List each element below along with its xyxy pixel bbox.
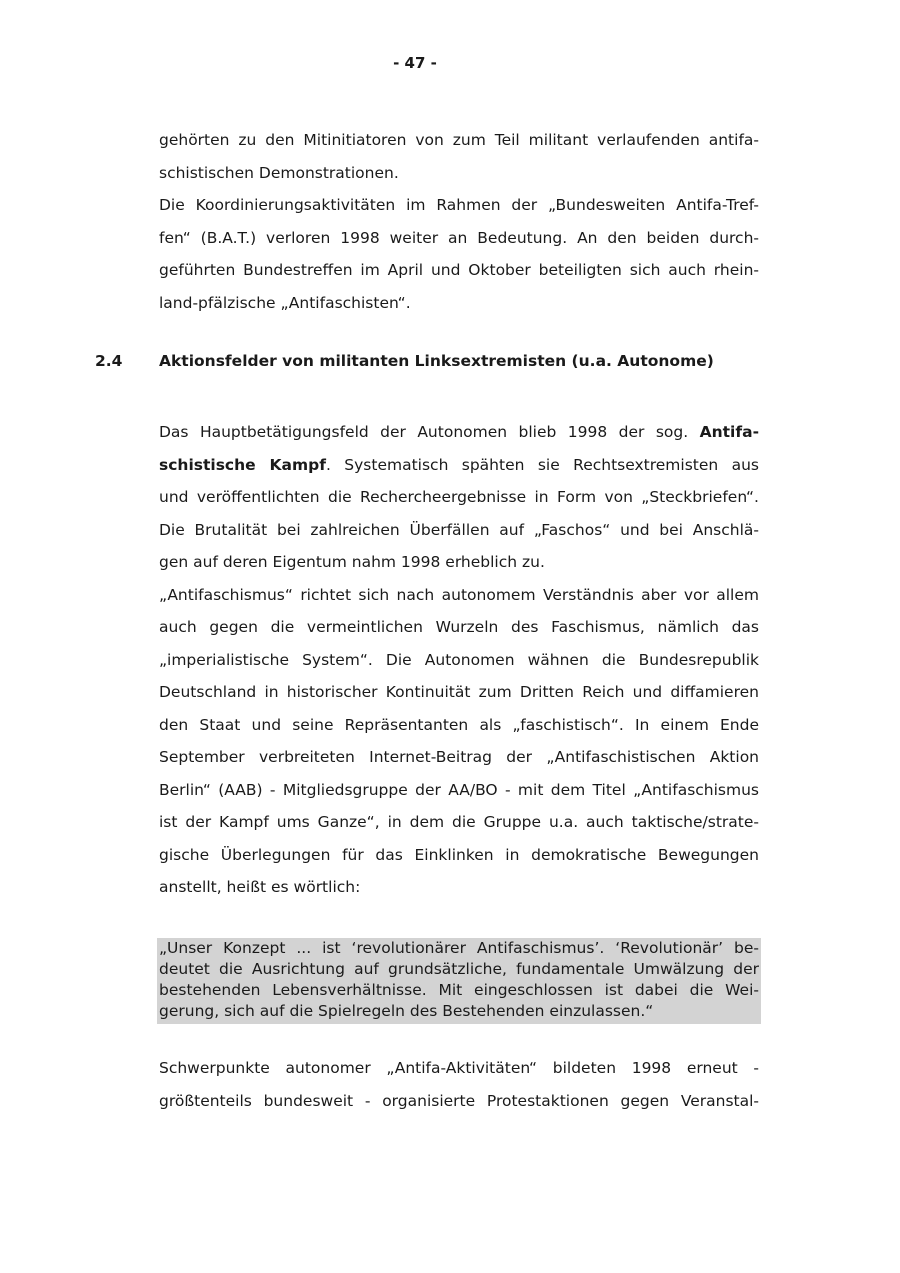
text-line: September verbreiteten Internet-Beitrag der „Antifaschistischen Aktion xyxy=(159,748,759,766)
page-number: - 47 - xyxy=(393,54,437,72)
paragraph-5 xyxy=(159,1052,759,1117)
paragraph-3 xyxy=(159,416,759,904)
quote-line: bestehenden Lebensverhältnisse. Mit eingeschlossen ist dabei die Wei- xyxy=(159,981,759,999)
text-line: „Antifaschismus“ richtet sich nach autonomem Verständnis aber vor allem xyxy=(159,585,759,604)
bold-term: schistische Kampf xyxy=(159,455,326,474)
text-line: „imperialistische System“. Die Autonomen wähnen die Bundesrepublik xyxy=(159,650,759,669)
text-line xyxy=(159,416,759,449)
text-line: Berlin“ (AAB) - Mitgliedsgruppe der AA/BO - mit dem Titel „Antifaschismus xyxy=(159,780,759,799)
text-line: geführten Bundestreffen im April und Oktober beteiligten sich auch rhein- xyxy=(159,261,759,279)
quote-block xyxy=(157,938,761,1024)
text-line: Die Koordinierungsaktivitäten im Rahmen der „Bundesweiten Antifa-Tref- xyxy=(159,196,759,214)
text-line: land-pfälzische „Antifaschisten“. xyxy=(159,293,411,312)
text-line: den Staat und seine Repräsentanten als „faschistisch“. In einem Ende xyxy=(159,715,759,734)
text-line: gische Überlegungen für das Einklinken in demokratische Bewegungen xyxy=(159,845,759,864)
text-line: gehörten zu den Mitinitiatoren von zum Teil militant verlaufenden antifa- xyxy=(159,131,759,149)
bold-term: Antifa- xyxy=(699,423,759,441)
text-line: gen auf deren Eigentum nahm 1998 erheblich zu. xyxy=(159,553,545,571)
section-number: 2.4 xyxy=(95,352,123,370)
text-line: Deutschland in historischer Kontinuität zum Dritten Reich und diffamieren xyxy=(159,683,759,701)
text-line: schistischen Demonstrationen. xyxy=(159,163,399,182)
text-line: größtenteils bundesweit - organisierte Protestaktionen gegen Veranstal- xyxy=(159,1091,759,1110)
paragraph-1 xyxy=(159,124,759,319)
text-line: und veröffentlichten die Rechercheergebnisse in Form von „Steckbriefen“. xyxy=(159,488,759,506)
quote-line: „Unser Konzept ... ist ‘revolutionärer Antifaschismus’. ‘Revolutionär’ be- xyxy=(159,939,759,957)
text-fragment: Das Hauptbetätigungsfeld der Autonomen blieb 1998 der sog. xyxy=(159,423,700,441)
text-line: auch gegen die vermeintlichen Wurzeln des Faschismus, nämlich das xyxy=(159,618,759,636)
text-line: anstellt, heißt es wörtlich: xyxy=(159,878,361,896)
quote-line: gerung, sich auf die Spielregeln des Bestehenden einzulassen.“ xyxy=(159,1002,654,1020)
section-title: Aktionsfelder von militanten Linksextremisten (u.a. Autonome) xyxy=(159,352,714,370)
quote-line: deutet die Ausrichtung auf grundsätzliche, fundamentale Umwälzung der xyxy=(159,960,759,978)
text-line: Schwerpunkte autonomer „Antifa-Aktivitäten“ bildeten 1998 erneut - xyxy=(159,1059,759,1077)
text-line xyxy=(159,449,759,482)
text-fragment: . Systematisch spähten sie Rechtsextremisten aus xyxy=(325,455,759,474)
text-line: ist der Kampf ums Ganze“, in dem die Gruppe u.a. auch taktische/strate- xyxy=(159,813,759,831)
text-line: Die Brutalität bei zahlreichen Überfällen auf „Faschos“ und bei Anschlä- xyxy=(159,520,759,539)
text-line: fen“ (B.A.T.) verloren 1998 weiter an Bedeutung. An den beiden durch- xyxy=(159,228,759,247)
